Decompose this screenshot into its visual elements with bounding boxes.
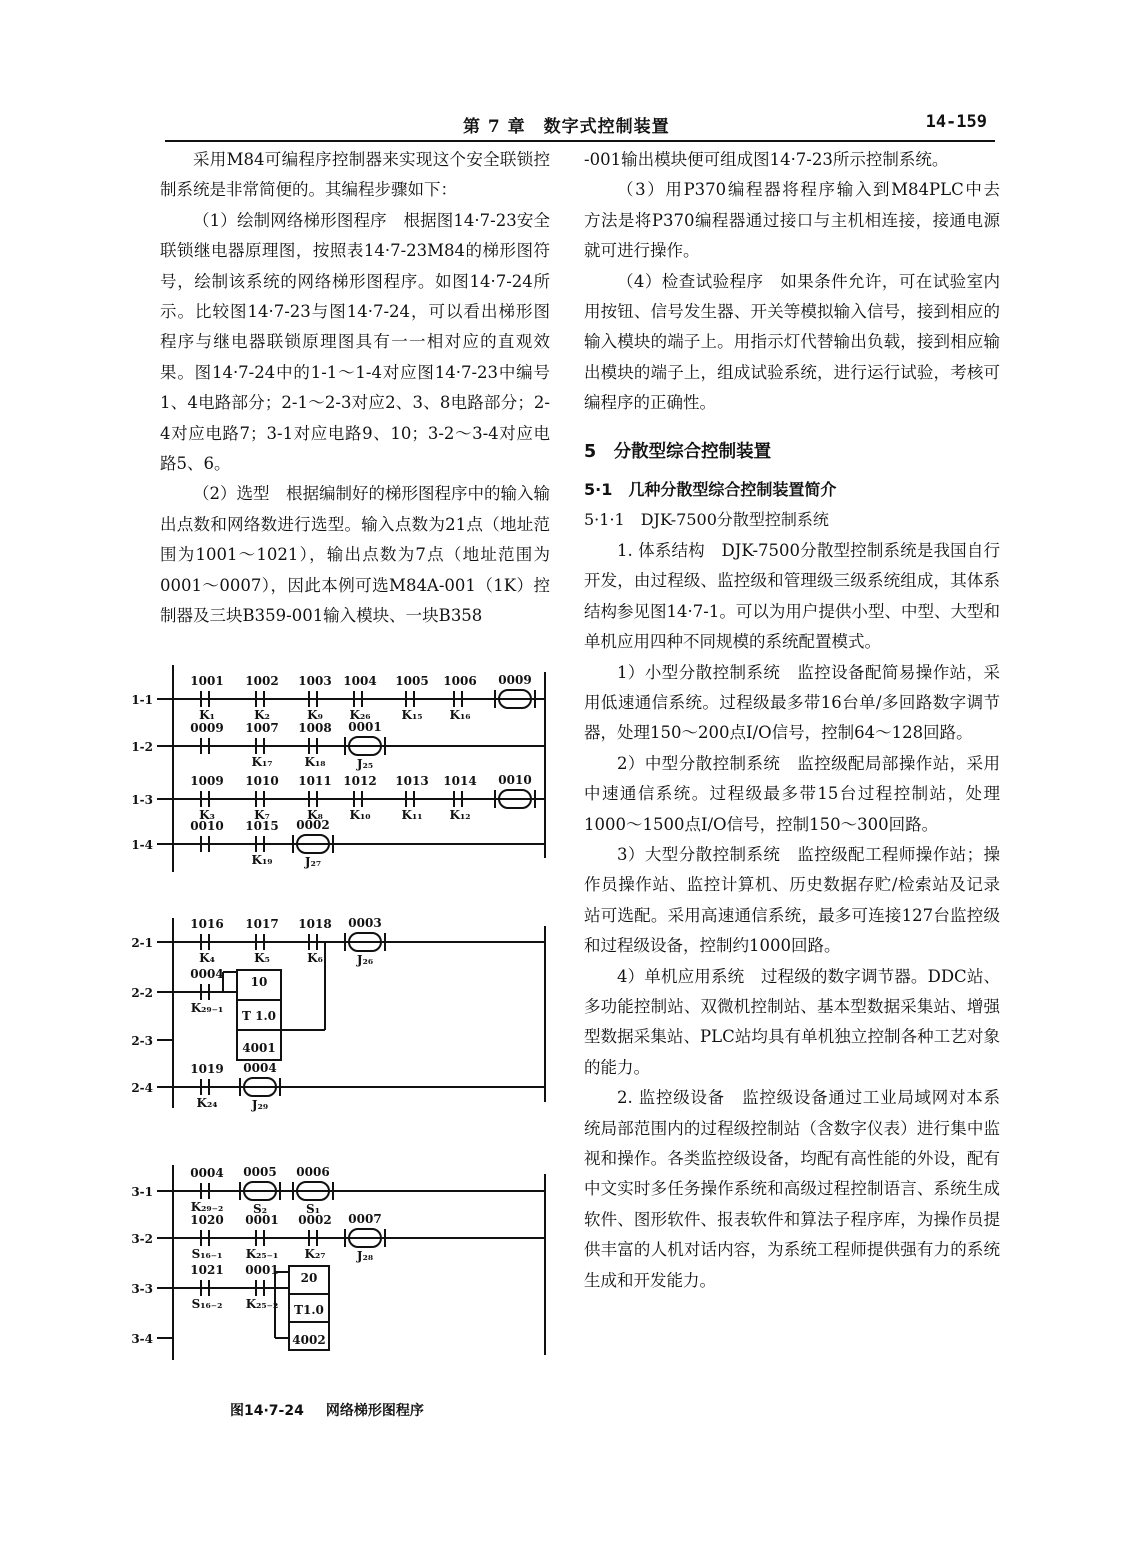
chapter-title: 第 7 章 数字式控制装置 (463, 117, 670, 137)
rung-label: 2-1 (131, 936, 153, 950)
contact-address: 1008 (298, 721, 332, 735)
step-3-body: 方法是将P370编程器通过接口与主机相连接，接通电源就可进行操作。 (584, 210, 1000, 261)
item-1-body: 监控设备配简易操作站，采用低速通信系统。过程级最多带16台单/多回路数字调节器，处理150～200点I/O信号，控制64～128回路。 (584, 662, 1001, 743)
contact-address: 1012 (343, 774, 377, 788)
subsubsection-heading: 5·1·1 DJK-7500分散型控制系统 (584, 510, 829, 530)
contact-label: K₂₆ (349, 708, 371, 722)
item-3-heading: 3）大型分散控制系统 (617, 844, 781, 864)
ladder-diagram (125, 650, 565, 1370)
item-2-heading: 2）中型分散控制系统 (617, 753, 781, 773)
contact-address: 0001 (245, 1263, 279, 1277)
caption-number: 图14·7-24 (230, 1403, 304, 1419)
contact-label: K₃ (199, 808, 215, 822)
rung-label: 3-2 (131, 1232, 153, 1246)
contact-address: 1006 (443, 674, 477, 688)
contact-address: 1011 (298, 774, 332, 788)
coil-address: 0007 (348, 1212, 382, 1226)
right-paragraph-1: -001输出模块便可组成图14·7-23所示控制系统。 (584, 150, 949, 169)
contact-address: 1017 (245, 917, 279, 931)
item-medium-system (584, 749, 1000, 840)
coil-label: J₂₈ (356, 1249, 374, 1263)
contact-address: 1003 (298, 674, 332, 688)
coil-label: J₂₅ (356, 757, 374, 771)
step-4-body: 如果条件允许，可在试验室内用按钮、信号发生器、开关等模拟输入信号，接到相应的输入模块的端子上。用指示灯代替输出负载，接到相应输出模块的端子上，组成试验系统，进行运行试验，考核可编程序的正确性。 (584, 271, 1001, 413)
contact-address: 1016 (190, 917, 224, 931)
timer-register: 4002 (292, 1333, 326, 1347)
contact-address: 0001 (245, 1213, 279, 1227)
coil-address: 0006 (296, 1165, 330, 1179)
left-paragraph-3 (160, 479, 550, 631)
contact-address: 0009 (190, 721, 224, 735)
contact-address: 1007 (245, 721, 279, 735)
contact-label: K₂ (254, 708, 270, 722)
left-column (160, 145, 550, 632)
contact-label: K₂₅₋₁ (245, 1247, 279, 1261)
contact-label: K₁₈ (304, 755, 326, 769)
coil-address: 0009 (498, 673, 532, 687)
coil-address: 0005 (243, 1165, 277, 1179)
contact-label: K₁₀ (349, 808, 371, 822)
coil-label: S₁ (306, 1202, 320, 1216)
coil-label: J₂₉ (251, 1098, 269, 1112)
rung-label: 3-3 (131, 1282, 153, 1296)
left-paragraph-1: 采用M84可编程序控制器来实现这个安全联锁控制系统是非常简便的。其编程步骤如下： (160, 150, 550, 200)
item-4-body: 过程级的数字调节器。DDC站、多功能控制站、双微机控制站、基本型数据采集站、增强型数据采集站、PLC站均具有单机独立控制各种工艺对象的能力。 (584, 966, 1000, 1077)
contact-address: 1009 (190, 774, 224, 788)
contact-address: 1005 (395, 674, 429, 688)
item-3-body: 监控级配工程师操作站；操作员操作站、监控计算机、历史数据存贮/检索站及记录站可选配。采用高速通信系统，最多可连接127台监控级和过程级设备，控制约1000回路。 (584, 844, 1001, 956)
contact-label: K₂₉₋₂ (190, 1200, 224, 1214)
timer-base: T1.0 (294, 1303, 324, 1317)
left-paragraph-2 (160, 206, 550, 480)
right-column (584, 145, 1000, 1296)
coil-address: 0003 (348, 916, 382, 930)
rung-label: 2-4 (131, 1081, 153, 1095)
contact-address: 1013 (395, 774, 429, 788)
step-1-body: 根据图14·7-23安全联锁继电器原理图，按照表14·7-23M84的梯形图符号，绘制该系统的网络梯形图程序。如图14·7-24所示。比较图14·7-23与图14·7-24，可以看出梯形图程序与继电器联锁原理图具有一一相对应的直观效果。图14·7-24中的1-1～1-4对应图14·7-23中编号1、4电路部分；2-1～2-3对应2、3、8电路部分；2-4对应电路7；3-1对应电路9、10；3-2～3-4对应电路5、6。 (160, 210, 551, 474)
contact-address: 1010 (245, 774, 279, 788)
rung-label: 3-1 (131, 1185, 153, 1199)
step-2-heading: （2）选型 (193, 484, 270, 504)
rung-label: 1-2 (131, 740, 153, 754)
timer-base: T 1.0 (242, 1009, 276, 1023)
coil-address: 0010 (498, 773, 532, 787)
architecture-paragraph: 1. 体系结构 DJK-7500分散型控制系统是我国自行开发，由过程级、监控级和管理级三级系统组成，其体系结构参见图14·7-1。可以为用户提供小型、中型、大型和单机应用四种不同规模的系统配置模式。 (584, 540, 1000, 652)
contact-label: K₂₇ (304, 1247, 326, 1261)
contact-label: K₉ (307, 708, 323, 722)
item-single-system (584, 962, 1000, 1084)
rung-label: 2-3 (131, 1034, 153, 1048)
contact-label: K₁₉ (251, 853, 273, 867)
step-4-heading: （4）检查试验程序 (617, 271, 764, 291)
subsection-heading: 5·1 几种分散型综合控制装置简介 (584, 480, 837, 500)
contact-label: K₇ (254, 808, 270, 822)
item-small-system (584, 658, 1000, 749)
contact-address: 1004 (343, 674, 377, 688)
item-large-system (584, 840, 1000, 962)
rung-label: 1-4 (131, 838, 153, 852)
monitoring-paragraph (584, 1083, 1000, 1296)
coil-label: J₂₆ (356, 953, 374, 967)
item-4-heading: 4）单机应用系统 (617, 966, 745, 986)
contact-address: 1002 (245, 674, 279, 688)
header-rule (165, 140, 995, 142)
contact-label: K₂₅₋₂ (245, 1297, 279, 1311)
step-2-body: 根据编制好的梯形图程序中的输入输出点数和网络数进行选型。输入点数为21点（地址范围为1001～1021），输出点数为7点（地址范围为0001～0007），因此本例可选M84A-001（1K）控制器及三块B359-001输入模块、一块B358 (160, 484, 550, 626)
rung-label: 3-4 (131, 1332, 153, 1346)
coil-address: 0002 (296, 818, 330, 832)
contact-label: K₁ (199, 708, 215, 722)
contact-address: 0002 (298, 1213, 332, 1227)
coil-address: 0001 (348, 720, 382, 734)
caption-text: 网络梯形图程序 (325, 1403, 424, 1419)
contact-label: K₈ (307, 808, 323, 822)
contact-label: S₁₆₋₂ (191, 1297, 223, 1311)
contact-address: 1020 (190, 1213, 224, 1227)
page-header (165, 112, 995, 136)
contact-label: K₁₁ (401, 808, 423, 822)
contact-address: 1015 (245, 819, 279, 833)
timer-preset: 20 (300, 1271, 318, 1285)
right-paragraph-2 (584, 175, 1000, 266)
contact-address: 1014 (443, 774, 477, 788)
contact-address: 0010 (190, 819, 224, 833)
contact-address: 0004 (190, 967, 224, 981)
item-2-body: 监控级配局部操作站，采用中速通信系统。过程级最多带15台过程控制站，处理1000～1500点I/O信号，控制150～300回路。 (584, 753, 1001, 834)
figure-caption (230, 1400, 446, 1420)
timer-preset: 10 (250, 975, 268, 989)
contact-address: 0004 (190, 1166, 224, 1180)
right-paragraph-3 (584, 267, 1000, 419)
item-1-heading: 1）小型分散控制系统 (617, 662, 781, 682)
contact-address: 1001 (190, 674, 224, 688)
contact-label: K₁₂ (449, 808, 471, 822)
coil-address: 0004 (243, 1061, 277, 1075)
para-2-body: 监控级设备通过工业局域网对本系统局部范围内的过程级控制站（含数字仪表）进行集中监视和操作。各类监控级设备，均配有高性能的外设，配有中文实时多任务操作系统和高级过程控制语言、系统生成软件、图形软件、报表软件和算法子程序库，为操作员提供丰富的人机对话内容，为系统工程师提供强有力的系统生成和开发能力。 (584, 1088, 1001, 1290)
contact-label: K₂₉₋₁ (190, 1001, 224, 1015)
contact-label: S₁₆₋₁ (191, 1247, 223, 1261)
rung-label: 1-1 (131, 693, 153, 707)
ladder-diagram-figure (125, 650, 565, 1370)
rung-label: 2-2 (131, 986, 153, 1000)
step-1-heading: （1）绘制网络梯形图程序 (193, 210, 387, 230)
step-3-heading: （3）用P370编程器将程序输入到M84PLC中去 (617, 180, 1000, 200)
contact-label: K₁₆ (449, 708, 471, 722)
coil-label: S₂ (253, 1202, 267, 1216)
contact-address: 1021 (190, 1263, 224, 1277)
contact-label: K₆ (307, 951, 323, 965)
contact-address: 1018 (298, 917, 332, 931)
section-heading: 5 分散型综合控制装置 (584, 441, 772, 462)
contact-label: K₄ (199, 951, 215, 965)
contact-label: K₂₄ (196, 1096, 218, 1110)
contact-address: 1019 (190, 1062, 224, 1076)
page-number: 14-159 (925, 112, 987, 132)
timer-register: 4001 (242, 1041, 276, 1055)
para-2-heading: 2. 监控级设备 (617, 1088, 725, 1108)
contact-label: K₁₇ (251, 755, 273, 769)
contact-label: K₁₅ (401, 708, 423, 722)
contact-label: K₅ (254, 951, 270, 965)
coil-label: J₂₇ (304, 855, 322, 869)
rung-label: 1-3 (131, 793, 153, 807)
